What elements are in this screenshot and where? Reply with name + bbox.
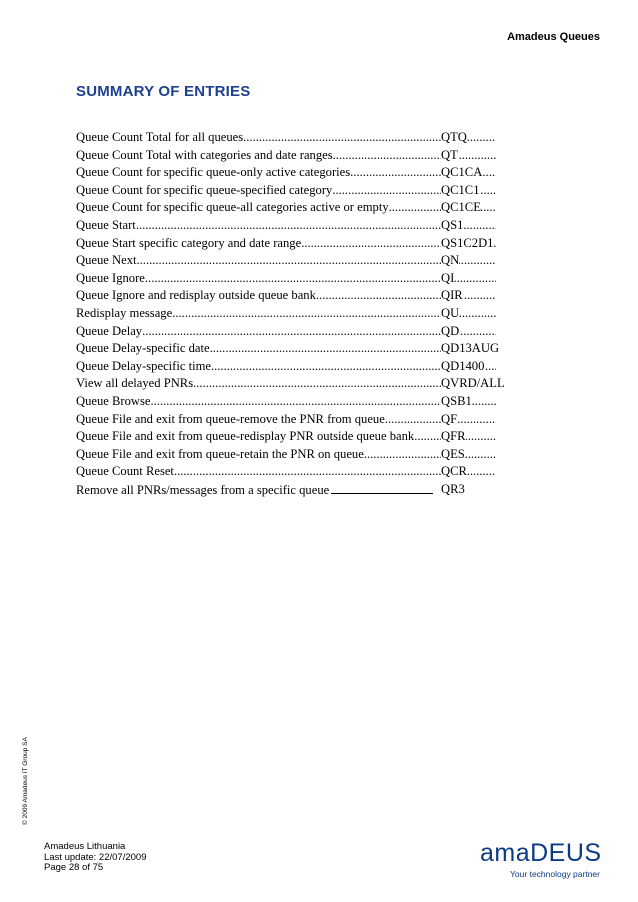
entry-code: QU xyxy=(441,305,459,323)
entry-code: QI xyxy=(441,270,454,288)
entry-row xyxy=(76,147,496,165)
entry-code: QR3 xyxy=(441,481,465,499)
entry-label: Queue File and exit from queue-remove the PNR from queue xyxy=(76,411,385,426)
entry-row xyxy=(76,481,496,500)
entry-label: Remove all PNRs/messages from a specific queue xyxy=(76,482,330,497)
footer-last-update: Last update: 22/07/2009 xyxy=(44,851,147,863)
summary-entries-list xyxy=(76,129,505,499)
dot-leader xyxy=(333,147,496,165)
entry-row xyxy=(76,446,496,464)
amadeus-logo xyxy=(480,841,602,881)
entry-label: Queue Ignore xyxy=(76,270,145,285)
entry-label: Queue Count for specific queue-all categories active or empty xyxy=(76,200,389,215)
entry-row xyxy=(76,199,496,217)
entry-code: QVRD/ALL xyxy=(441,375,505,393)
entry-code: QCR xyxy=(441,463,467,481)
entry-row xyxy=(76,393,496,411)
underline-leader xyxy=(331,481,433,494)
entry-label: Queue File and exit from queue-retain the PNR on queue xyxy=(76,446,364,461)
entry-code: QS1C2D1 xyxy=(441,235,493,253)
entry-code: QC1CE xyxy=(441,199,481,217)
entry-code: QF xyxy=(441,411,457,429)
entry-label: Queue Delay-specific date xyxy=(76,341,210,356)
entry-row xyxy=(76,411,496,429)
entry-label: Queue Count Total with categories and date ranges xyxy=(76,147,333,162)
entry-code: QD1400 xyxy=(441,358,484,376)
entry-row xyxy=(76,270,496,288)
entry-row xyxy=(76,129,496,147)
logo-tagline: Your technology partner xyxy=(510,869,600,879)
entry-label: Queue Ignore and redisplay outside queue bank xyxy=(76,288,316,303)
entry-label: Redisplay message xyxy=(76,305,173,320)
entry-code: QN xyxy=(441,252,459,270)
footer xyxy=(44,842,146,874)
header-title: Amadeus Queues xyxy=(507,31,600,43)
entry-row xyxy=(76,252,496,270)
entry-label: Queue Start specific category and date range xyxy=(76,235,302,250)
entry-label: Queue Start xyxy=(76,217,136,232)
entry-label: Queue Count for specific queue-only active categories xyxy=(76,165,351,180)
entry-code: QD xyxy=(441,323,459,341)
entry-label: Queue Delay-specific time xyxy=(76,358,211,373)
entry-code: QS1 xyxy=(441,217,463,235)
entry-code: QFR xyxy=(441,428,466,446)
entry-label: Queue Next xyxy=(76,253,137,268)
entry-label: Queue Delay xyxy=(76,323,143,338)
footer-company: Amadeus Lithuania xyxy=(44,841,126,852)
entry-code: QES xyxy=(441,446,465,464)
entry-row xyxy=(76,182,496,200)
entry-row xyxy=(76,323,496,341)
entry-row xyxy=(76,305,496,323)
entry-label: Queue Count Total for all queues xyxy=(76,130,244,144)
entry-row xyxy=(76,164,496,182)
entry-label: Queue Count for specific queue-specified category xyxy=(76,182,333,197)
entry-label: Queue File and exit from queue-redisplay PNR outside queue bank xyxy=(76,429,415,444)
side-copyright: © 2009 Amadeus IT Group SA xyxy=(22,737,29,825)
entry-label: View all delayed PNRs xyxy=(76,376,194,391)
entry-code: QC1CA xyxy=(441,164,482,182)
entry-row xyxy=(76,375,505,393)
entry-code: QC1C1 xyxy=(441,182,480,200)
logo-wordmark: amaDEUS xyxy=(480,839,602,867)
entry-row xyxy=(76,287,496,305)
entry-code: QTQ xyxy=(441,129,467,147)
entry-row xyxy=(76,217,496,235)
entry-row xyxy=(76,358,496,376)
section-title: SUMMARY OF ENTRIES xyxy=(76,83,251,100)
entry-row xyxy=(76,463,496,481)
entry-code: QSB1 xyxy=(441,393,472,411)
entry-label: Queue Count Reset xyxy=(76,464,174,479)
entry-code: QIR xyxy=(441,287,463,305)
entry-code: QT xyxy=(441,147,458,165)
entry-row xyxy=(76,340,500,358)
entry-label: Queue Browse xyxy=(76,393,151,408)
dot-leader xyxy=(316,287,496,305)
footer-page-number: Page 28 of 75 xyxy=(44,862,104,873)
dot-leader xyxy=(364,446,496,464)
entry-row xyxy=(76,428,496,446)
entry-row xyxy=(76,235,496,253)
entry-code: QD13AUG xyxy=(441,340,499,358)
